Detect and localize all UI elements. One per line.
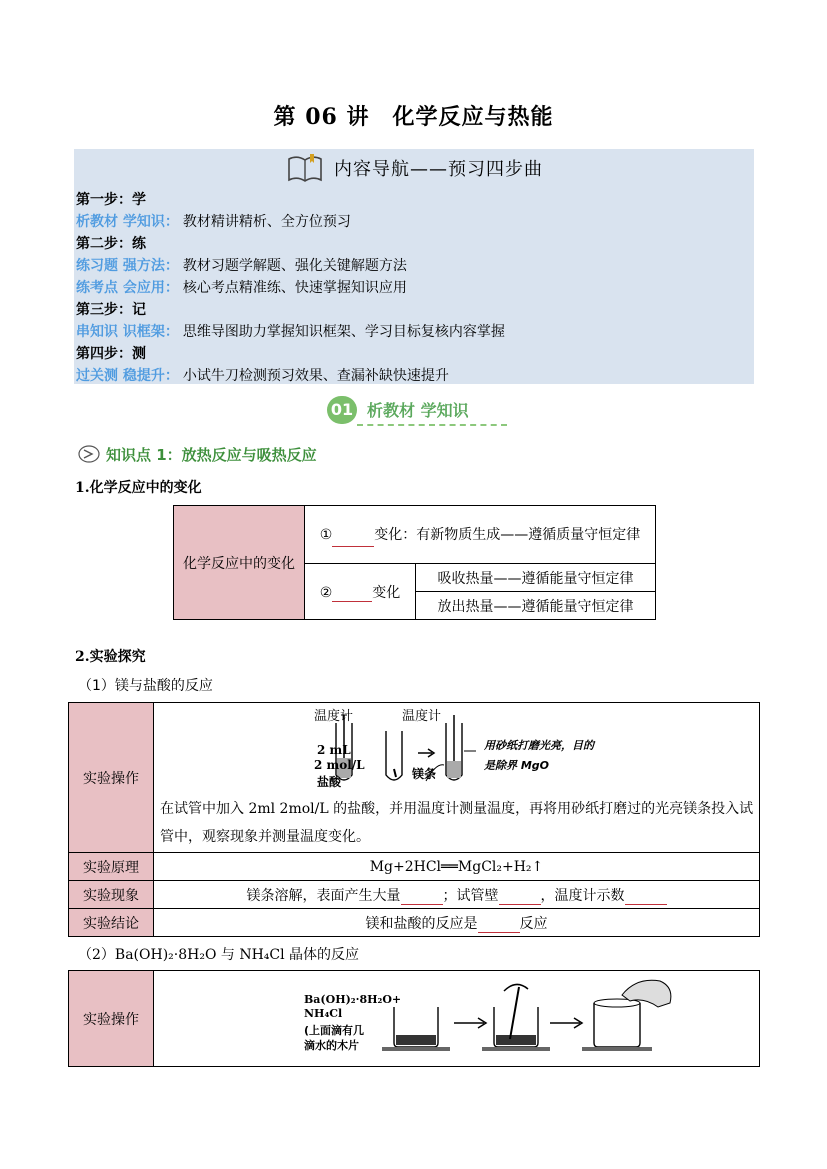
- nav-item-learn: 析教材 学知识： 教材精讲精析、全方位预习: [76, 214, 351, 230]
- section-01-header: [327, 394, 507, 428]
- step-4: 第四步：测: [76, 346, 146, 362]
- play-arrow-icon: [78, 445, 100, 463]
- label-line-1: Ba(OH)₂·8H₂O+: [304, 993, 402, 1006]
- step-3: 第三步：记: [76, 302, 146, 318]
- operation-text: 在试管中加入 2ml 2mol/L 的盐酸，并用温度计测量温度，再将用砂纸打磨过的光亮镁条投入试管中，观察现象并测量温度变化。: [160, 801, 754, 845]
- baoh2-experiment-table: [68, 970, 760, 1067]
- reaction-change-table: [173, 505, 656, 620]
- conclusion-cell: 镁和盐酸的反应是 反应: [154, 909, 760, 937]
- section-number: 01: [327, 396, 357, 424]
- operation-cell-2: [154, 971, 760, 1067]
- absorb-heat: 吸收热量——遵循能量守恒定律: [416, 564, 656, 592]
- page-title: 第 06 讲 化学反应与热能: [273, 104, 554, 130]
- operation-cell: [154, 703, 760, 853]
- beaker-apparatus-image: [374, 973, 714, 1065]
- label-note-2: 是除界 MgO: [484, 759, 550, 772]
- energy-change-cell: ② 变化: [305, 564, 416, 620]
- nav-heading: [74, 153, 754, 187]
- label-reagent-volume: 2 mL: [317, 743, 351, 757]
- step-1: 第一步：学: [76, 192, 146, 208]
- material-change-cell: ① 变化：有新物质生成——遵循质量守恒定律: [305, 506, 656, 564]
- nav-item-framework: 串知识 识框架： 思维导图助力掌握知识框架、学习目标复核内容掌握: [76, 324, 505, 340]
- knowledge-point-title: 知识点 1：放热反应与吸热反应: [78, 444, 317, 465]
- label-line-2: NH₄Cl: [304, 1007, 343, 1020]
- sub1-heading: （1）镁与盐酸的反应: [78, 678, 213, 694]
- op-label-2: 实验操作: [69, 971, 154, 1067]
- section-label: 析教材 学知识: [367, 401, 469, 420]
- mg-hcl-experiment-table: [68, 702, 760, 937]
- principle-label: 实验原理: [69, 853, 154, 881]
- op-label: 实验操作: [69, 703, 154, 853]
- sub2-heading: （2）Ba(OH)₂·8H₂O 与 NH₄Cl 晶体的反应: [78, 947, 360, 963]
- conclusion-label: 实验结论: [69, 909, 154, 937]
- nav-title: 内容导航——预习四步曲: [334, 159, 544, 180]
- release-heat: 放出热量——遵循能量守恒定律: [416, 592, 656, 620]
- step-2: 第二步：练: [76, 236, 146, 252]
- nav-item-test: 过关测 稳提升： 小试牛刀检测预习效果、查漏补缺快速提升: [76, 368, 449, 384]
- row-label: 化学反应中的变化: [174, 506, 305, 620]
- principle-equation: Mg+2HCl══MgCl₂+H₂↑: [154, 853, 760, 881]
- label-thermometer-1: 温度计: [314, 709, 354, 724]
- label-reagent-conc: 2 mol/L: [314, 758, 365, 772]
- content-navigation-box: [74, 149, 754, 384]
- label-reagent-name: 盐酸: [317, 775, 342, 789]
- label-line-3: (上面滴有几: [304, 1024, 365, 1037]
- book-icon: [285, 153, 325, 183]
- label-note-1: 用砂纸打磨光亮，目的: [484, 739, 594, 752]
- section-underline: [357, 424, 507, 426]
- part1-heading: 1.化学反应中的变化: [75, 480, 202, 496]
- nav-item-apply: 练考点 会应用： 核心考点精准练、快速掌握知识应用: [76, 280, 407, 296]
- label-mg-strip: 镁条: [412, 767, 437, 781]
- label-thermometer-2: 温度计: [402, 709, 442, 724]
- phenomenon-cell: 镁条溶解，表面产生大量 ；试管壁 ，温度计示数: [154, 881, 760, 909]
- part2-heading: 2.实验探究: [75, 649, 146, 665]
- nav-item-practice: 练习题 强方法： 教材习题学解题、强化关键解题方法: [76, 258, 407, 274]
- label-line-4: 滴水的木片: [304, 1039, 359, 1052]
- phenomenon-label: 实验现象: [69, 881, 154, 909]
